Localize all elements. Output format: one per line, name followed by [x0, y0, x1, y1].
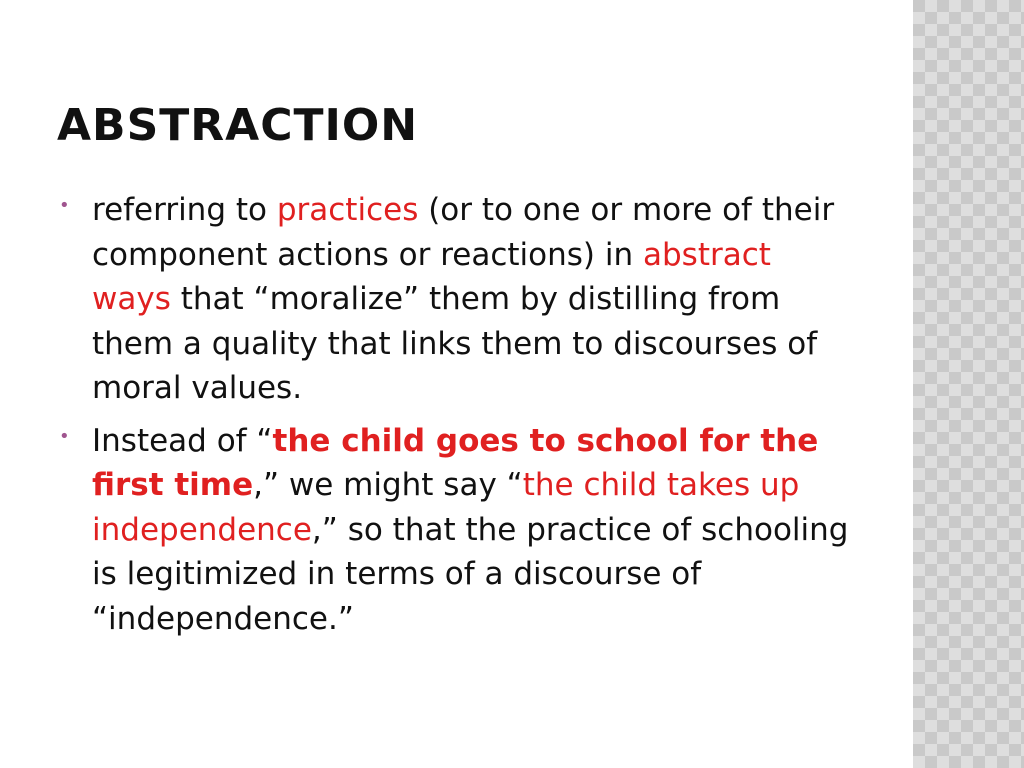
bullet-dot-icon: •	[59, 425, 70, 447]
plain-text: that “moralize” them by distilling from them a quality that links them to discourses of moral values.	[92, 281, 818, 406]
bullet-item	[57, 419, 857, 642]
highlight-text: abstract ways	[92, 236, 771, 317]
bullet-text	[92, 423, 848, 637]
highlight-text: practices	[276, 192, 419, 228]
highlight-text: the child takes up independence	[92, 467, 800, 548]
bold-highlight-text: the child goes to school for the first time	[92, 422, 819, 503]
plain-text: referring to	[92, 192, 277, 228]
plain-text: ,” we might say “	[253, 467, 523, 503]
bullet-list	[57, 188, 857, 649]
bullet-text	[92, 192, 834, 406]
slide-title: ABSTRACTION	[57, 100, 419, 151]
decorative-side-band	[913, 0, 1024, 768]
plain-text: Instead of “	[92, 422, 273, 459]
plain-text: ,” so that the practice of schooling is legitimized in terms of a discourse of “independence.”	[92, 511, 849, 637]
bullet-item	[57, 188, 857, 411]
plain-text: (or to one or more of their component actions or reactions) in	[92, 192, 835, 273]
bullet-dot-icon: •	[59, 195, 70, 216]
